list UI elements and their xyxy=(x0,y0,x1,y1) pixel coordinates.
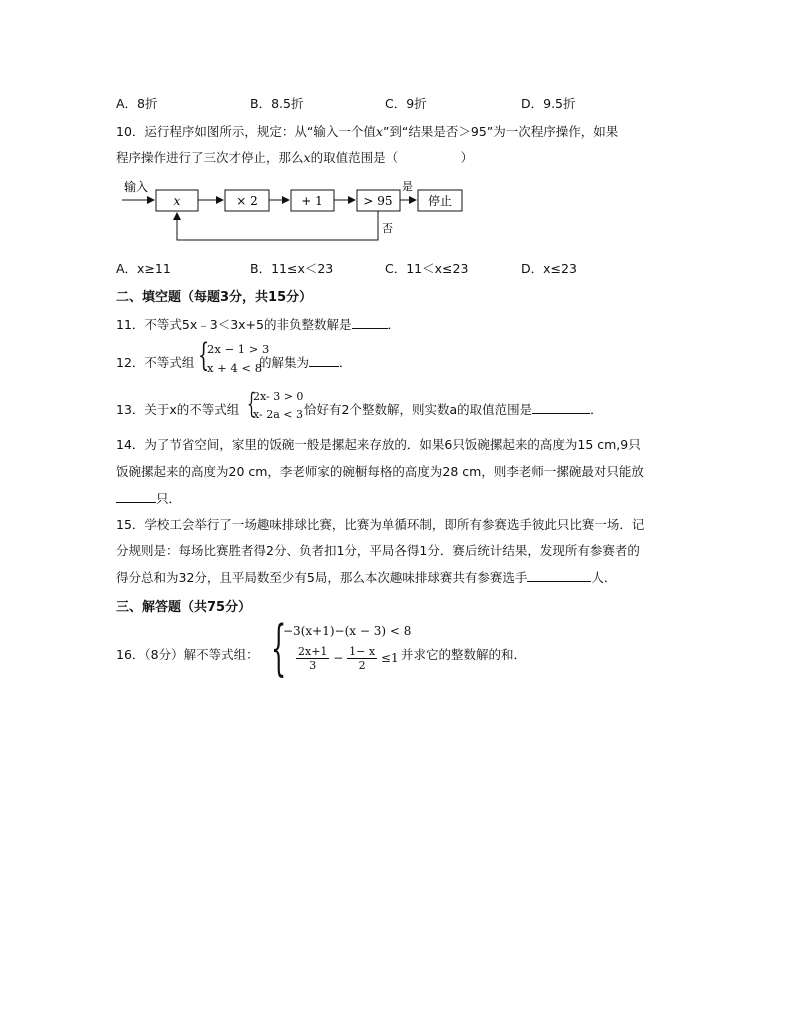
q9-option-a: A．8折 xyxy=(116,96,158,111)
q9-option-d: D．9.5折 xyxy=(521,96,576,111)
q16-brace: { xyxy=(271,613,287,683)
flow-box-times2-label: × 2 xyxy=(236,194,258,208)
q15-line-3: 得分总和为32分，且平局数至少有5局，那么本次趣味排球赛共有参赛选手 人． xyxy=(116,570,617,585)
q10-option-c: C．11＜x≤23 xyxy=(385,261,469,276)
q10-line-2: 程序操作进行了三次才停止，那么x的取值范围是（ ） xyxy=(116,150,474,165)
section-2-heading: 二、填空题（每题3分，共15分） xyxy=(116,290,313,305)
q9-option-c: C．9折 xyxy=(385,96,427,111)
q14-line-3: 只． xyxy=(116,489,181,507)
q12-row-1: 2x − 1 > 3 xyxy=(207,342,270,356)
q12-prefix: 12．不等式组 xyxy=(116,355,195,370)
q10-option-b: B．11≤x＜23 xyxy=(250,261,334,276)
q12-answer-blank xyxy=(309,354,339,367)
section-3-heading: 三、解答题（共75分） xyxy=(116,600,252,615)
q15-answer-blank xyxy=(527,569,591,582)
q14-answer-blank xyxy=(116,490,156,503)
q13-brace: { xyxy=(247,387,256,420)
q10-option-d: D．x≤23 xyxy=(521,261,577,276)
q10-line-1: 10．运行程序如图所示，规定：从“输入一个值x”到“结果是否＞95”为一次程序操作，如果 xyxy=(116,124,619,139)
q12-brace: { xyxy=(198,336,210,374)
q13-row-1: 2x- 3 > 0 xyxy=(253,390,304,403)
program-flowchart xyxy=(116,176,496,248)
q12-row-2: x + 4 < 8 xyxy=(207,361,263,375)
q16-prefix: 16．（8分）解不等式组： xyxy=(116,647,259,662)
q16-fraction-2: $\frac{1- x}{2}$ xyxy=(349,645,376,672)
q11-answer-blank xyxy=(352,316,388,329)
q10-option-a: A．x≥11 xyxy=(116,261,171,276)
q11: 11．不等式5x﹣3＜3x+5的非负整数解是 ． xyxy=(116,317,401,332)
q13-answer-blank xyxy=(532,401,590,414)
q16-suffix: 并求它的整数解的和． xyxy=(401,647,527,662)
flow-input-label: 输入 xyxy=(124,180,149,194)
q13-row-2: x- 2a < 3 xyxy=(253,408,303,421)
q13-suffix: 恰好有2个整数解，则实数a的取值范围是 ． xyxy=(304,402,603,417)
flow-box-x-label: x xyxy=(173,194,181,208)
q12-suffix: 的解集为 ． xyxy=(259,355,352,370)
q9-option-b: B．8.5折 xyxy=(250,96,304,111)
flow-no-label: 否 xyxy=(382,222,393,235)
flow-box-stop-label: 停止 xyxy=(427,194,453,208)
flow-box-compare-label: > 95 xyxy=(363,194,393,208)
flow-box-plus1-label: + 1 xyxy=(301,194,323,208)
q16-row-1: −3(x+1)−(x − 3) < 8 xyxy=(283,624,412,638)
q16-fraction-1: $\frac{2x+1}{3}$ xyxy=(298,645,328,672)
flow-loop-back-arrow xyxy=(177,211,378,240)
q13-prefix: 13．关于x的不等式组 xyxy=(116,402,240,417)
q15-line-2: 分规则是：每场比赛胜者得2分、负者扣1分，平局各得1分．赛后统计结果，发现所有参赛者的 xyxy=(116,543,640,558)
q14-line-2: 饭碗摞起来的高度为20 cm，李老师家的碗橱每格的高度为28 cm，则李老师一摞碗最对只能放 xyxy=(116,464,644,479)
q16-row-2: $\frac{2x+1}{3}$ − $\frac{1- x}{2}$ ≤1 xyxy=(298,645,399,672)
q14-line-1: 14．为了节省空间，家里的饭碗一般是摞起来存放的．如果6只饭碗摞起来的高度为15 cm,9只 xyxy=(116,437,641,452)
flow-yes-label: 是 xyxy=(402,180,413,193)
q15-line-1: 15．学校工会举行了一场趣味排球比赛，比赛为单循环制，即所有参赛选手彼此只比赛一场．记 xyxy=(116,517,645,532)
